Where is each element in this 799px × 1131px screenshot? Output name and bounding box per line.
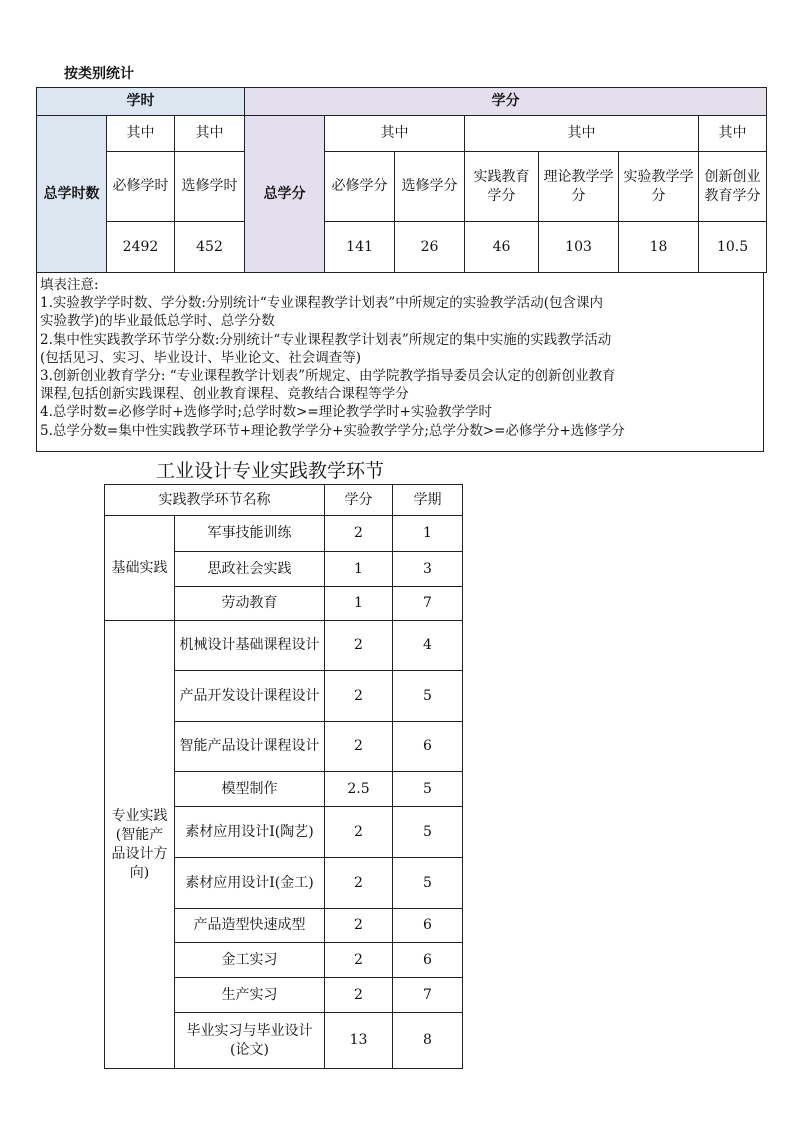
course-credits: 2 bbox=[325, 621, 393, 671]
total-hours-label: 总学时数 bbox=[37, 116, 107, 273]
course-name: 智能产品设计课程设计 bbox=[175, 722, 325, 772]
of-which-label: 其中 bbox=[107, 116, 175, 152]
practice-table-title: 工业设计专业实践教学环节 bbox=[156, 460, 385, 482]
theory-credits-label: 理论教学学分 bbox=[539, 152, 619, 222]
section-title: 按类别统计 bbox=[64, 66, 134, 82]
course-credits: 2.5 bbox=[325, 772, 393, 807]
course-credits: 2 bbox=[325, 858, 393, 909]
course-name: 素材应用设计I(陶艺) bbox=[175, 807, 325, 858]
credits-header: 学分 bbox=[245, 88, 767, 116]
note-line: 5.总学分数=集中性实践教学环节+理论教学学分+实验教学学分;总学分数>=必修学分+选修学分 bbox=[40, 422, 625, 439]
lab-credits-value: 18 bbox=[619, 222, 699, 273]
course-name: 产品开发设计课程设计 bbox=[175, 671, 325, 722]
course-name: 素材应用设计I(金工) bbox=[175, 858, 325, 909]
elective-credits-value: 26 bbox=[395, 222, 465, 273]
required-credits-label: 必修学分 bbox=[325, 152, 395, 222]
practice-credits-label: 实践教育学分 bbox=[465, 152, 539, 222]
of-which-label: 其中 bbox=[175, 116, 245, 152]
of-which-label: 其中 bbox=[465, 116, 699, 152]
required-hours-label: 必修学时 bbox=[107, 152, 175, 222]
course-semester: 6 bbox=[393, 943, 463, 978]
course-credits: 2 bbox=[325, 909, 393, 943]
hours-header: 学时 bbox=[37, 88, 245, 116]
course-name: 劳动教育 bbox=[175, 587, 325, 621]
course-name: 模型制作 bbox=[175, 772, 325, 807]
course-credits: 13 bbox=[325, 1013, 393, 1069]
note-line: 2.集中性实践教学环节学分数:分别统计“专业课程教学计划表”所规定的集中实施的实践教学活动 bbox=[40, 331, 612, 348]
course-credits: 2 bbox=[325, 516, 393, 552]
course-credits: 1 bbox=[325, 552, 393, 587]
total-credits-label: 总学分 bbox=[245, 116, 325, 273]
header-semester: 学期 bbox=[393, 485, 463, 516]
course-semester: 7 bbox=[393, 587, 463, 621]
course-semester: 5 bbox=[393, 807, 463, 858]
course-name: 军事技能训练 bbox=[175, 516, 325, 552]
required-credits-value: 141 bbox=[325, 222, 395, 273]
note-line: 3.创新创业教育学分: “专业课程教学计划表”所规定、由学院教学指导委员会认定的创新创业教育 bbox=[40, 368, 616, 385]
course-semester: 6 bbox=[393, 722, 463, 772]
practice-credits-value: 46 bbox=[465, 222, 539, 273]
course-semester: 7 bbox=[393, 978, 463, 1013]
note-line: (包括见习、实习、毕业设计、毕业论文、社会调查等) bbox=[40, 349, 362, 366]
course-credits: 1 bbox=[325, 587, 393, 621]
innovation-credits-value: 10.5 bbox=[699, 222, 767, 273]
form-notes bbox=[36, 272, 764, 452]
course-credits: 2 bbox=[325, 671, 393, 722]
header-name: 实践教学环节名称 bbox=[105, 485, 325, 516]
course-credits: 2 bbox=[325, 807, 393, 858]
of-which-label: 其中 bbox=[325, 116, 465, 152]
course-semester: 8 bbox=[393, 1013, 463, 1069]
innovation-credits-label: 创新创业教育学分 bbox=[699, 152, 767, 222]
course-credits: 2 bbox=[325, 722, 393, 772]
course-credits: 2 bbox=[325, 978, 393, 1013]
course-credits: 2 bbox=[325, 943, 393, 978]
elective-hours-label: 选修学时 bbox=[175, 152, 245, 222]
course-semester: 4 bbox=[393, 621, 463, 671]
group-label: 专业实践(智能产品设计方向) bbox=[105, 621, 175, 1069]
course-semester: 6 bbox=[393, 909, 463, 943]
practice-teaching-table bbox=[104, 484, 463, 1069]
course-name: 生产实习 bbox=[175, 978, 325, 1013]
elective-credits-label: 选修学分 bbox=[395, 152, 465, 222]
course-semester: 5 bbox=[393, 671, 463, 722]
elective-hours-value: 452 bbox=[175, 222, 245, 273]
course-semester: 3 bbox=[393, 552, 463, 587]
course-semester: 1 bbox=[393, 516, 463, 552]
note-line: 实验教学)的毕业最低总学时、总学分数 bbox=[40, 313, 275, 330]
header-credits: 学分 bbox=[325, 485, 393, 516]
course-name: 机械设计基础课程设计 bbox=[175, 621, 325, 671]
theory-credits-value: 103 bbox=[539, 222, 619, 273]
course-name: 金工实习 bbox=[175, 943, 325, 978]
required-hours-value: 2492 bbox=[107, 222, 175, 273]
note-line: 1.实验教学学时数、学分数:分别统计“专业课程教学计划表”中所规定的实验教学活动(包含课内 bbox=[40, 295, 603, 312]
category-stats-table bbox=[36, 87, 767, 273]
course-semester: 5 bbox=[393, 858, 463, 909]
lab-credits-label: 实验教学学分 bbox=[619, 152, 699, 222]
notes-title: 填表注意: bbox=[40, 277, 99, 293]
of-which-label: 其中 bbox=[699, 116, 767, 152]
course-semester: 5 bbox=[393, 772, 463, 807]
note-line: 课程,包括创新实践课程、创业教育课程、竞教结合课程等学分 bbox=[40, 386, 409, 403]
course-name: 产品造型快速成型 bbox=[175, 909, 325, 943]
note-line: 4.总学时数=必修学时+选修学时;总学时数>=理论教学学时+实验教学学时 bbox=[40, 404, 492, 421]
course-name: 毕业实习与毕业设计(论文) bbox=[175, 1013, 325, 1069]
course-name: 思政社会实践 bbox=[175, 552, 325, 587]
group-label: 基础实践 bbox=[105, 516, 175, 621]
